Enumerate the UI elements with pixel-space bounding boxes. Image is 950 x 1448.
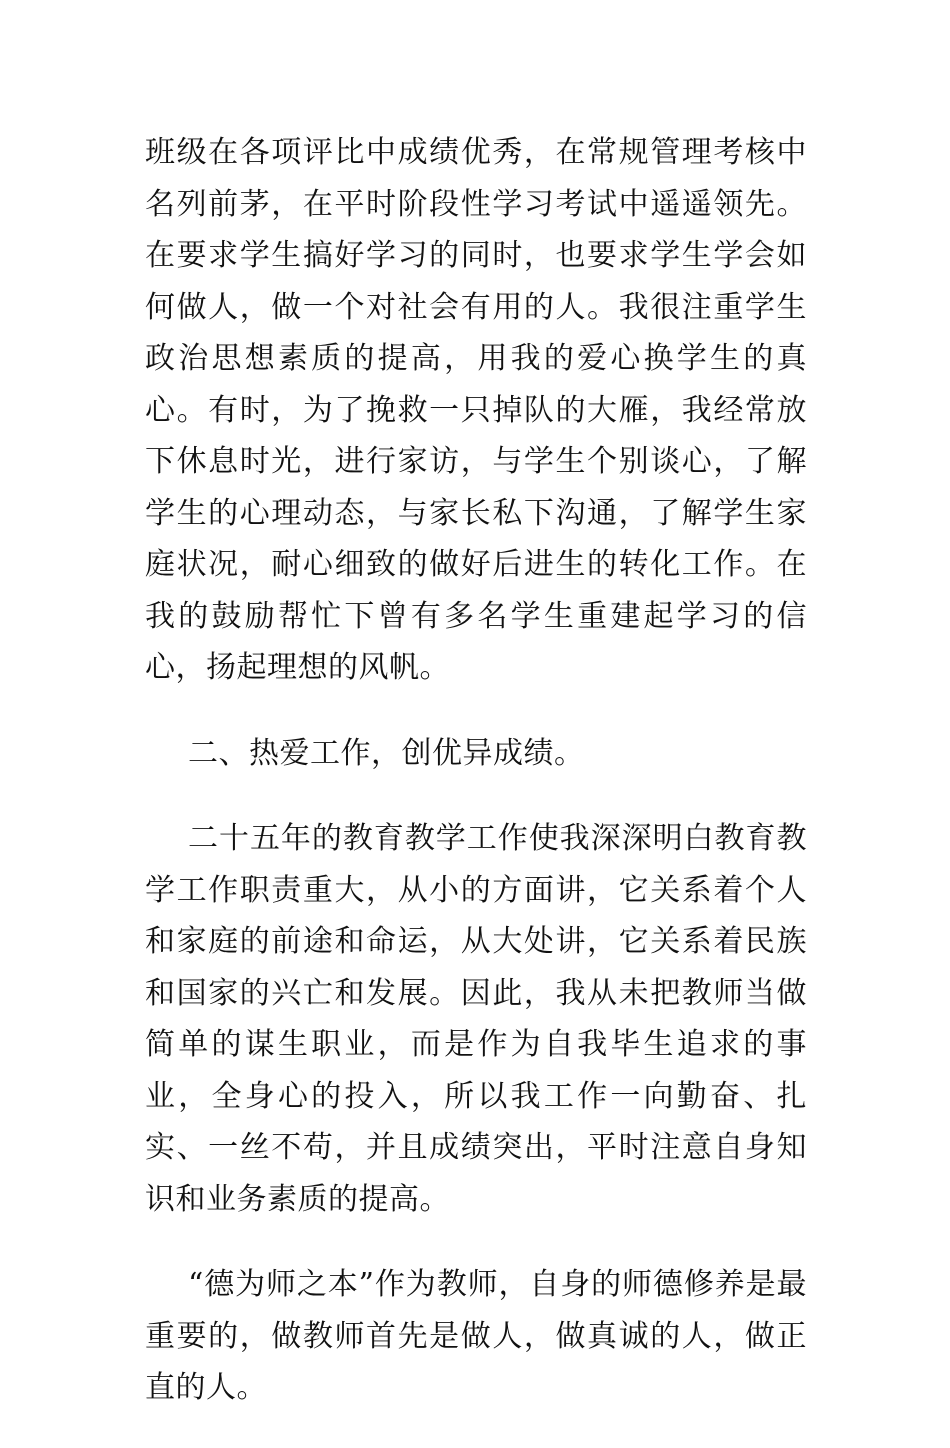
document-body — [145, 127, 807, 1448]
paragraph-teacher-ethics: “德为师之本”作为教师，自身的师德修养是最重要的，做教师首先是做人，做真诚的人，做正直的人。 — [145, 1267, 807, 1405]
section-heading-love-work: 二、热爱工作，创优异成绩。 — [188, 735, 585, 771]
paragraph-teaching-career: 二十五年的教育教学工作使我深深明白教育教学工作职责重大，从小的方面讲，它关系着个人和家庭的前途和命运，从大处讲，它关系着民族和国家的兴亡和发展。因此，我从未把教师当做简单的谋生职业，而是作为自我毕生追求的事业，全身心的投入，所以我工作一向勤奋、扎实、一丝不苟，并且成绩突出，平时注意自身知识和业务素质的提高。 — [145, 821, 807, 1217]
paragraph-class-achievements: 班级在各项评比中成绩优秀，在常规管理考核中名列前茅，在平时阶段性学习考试中遥遥领先。在要求学生搞好学习的同时，也要求学生学会如何做人，做一个对社会有用的人。我很注重学生政治思想素质的提高，用我的爱心换学生的真心。有时，为了挽救一只掉队的大雁，我经常放下休息时光，进行家访，与学生个别谈心，了解学生的心理动态，与家长私下沟通，了解学生家庭状况，耐心细致的做好后进生的转化工作。在我的鼓励帮忙下曾有多名学生重建起学习的信心，扬起理想的风帆。 — [145, 135, 807, 685]
